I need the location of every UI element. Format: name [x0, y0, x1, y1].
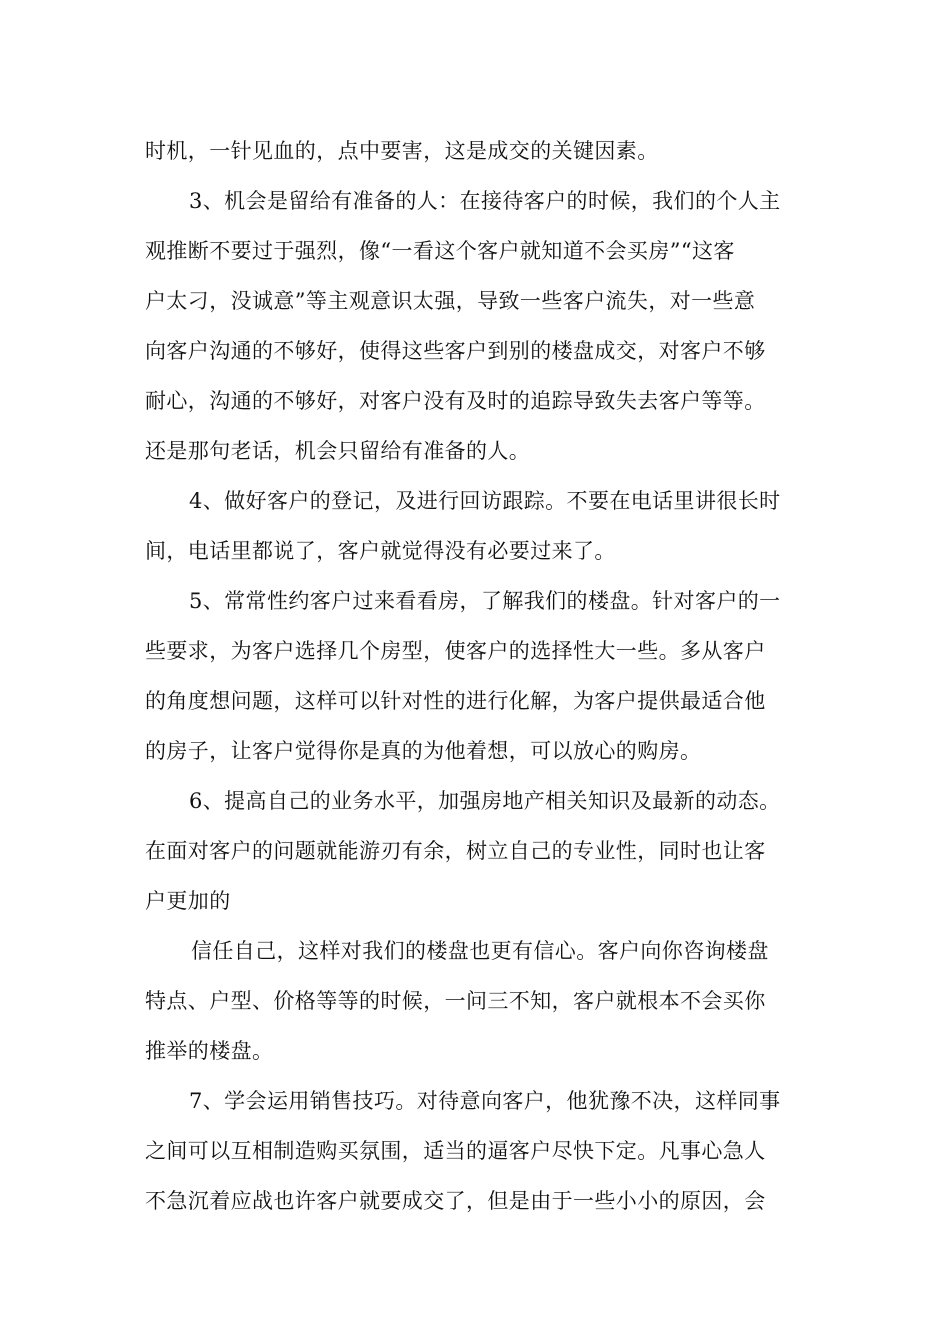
text-line: 户更加的 [145, 889, 231, 913]
text-line: 些要求，为客户选择几个房型，使客户的选择性大一些。多从客户 [145, 639, 766, 663]
text-line: 耐心，沟通的不够好，对客户没有及时的追踪导致失去客户等等。 [145, 389, 766, 413]
text-line: 5、常常性约客户过来看看房，了解我们的楼盘。针对客户的一 [189, 589, 781, 613]
text-line: 不急沉着应战也许客户就要成交了，但是由于一些小小的原因，会 [145, 1189, 766, 1213]
text-line: 信任自己，这样对我们的楼盘也更有信心。客户向你咨询楼盘 [191, 939, 769, 963]
text-line: 之间可以互相制造购买氛围，适当的逼客户尽快下定。凡事心急人 [145, 1139, 766, 1163]
text-line: 还是那句老话，机会只留给有准备的人。 [145, 439, 531, 463]
text-line: 向客户沟通的不够好，使得这些客户到别的楼盘成交，对客户不够 [145, 339, 766, 363]
text-line: 的房子，让客户觉得你是真的为他着想，可以放心的购房。 [145, 739, 702, 763]
text-line: 在面对客户的问题就能游刃有余，树立自己的专业性，同时也让客 [145, 839, 766, 863]
text-line: 7、学会运用销售技巧。对待意向客户，他犹豫不决，这样同事 [189, 1089, 781, 1113]
text-line: 户太刁，没诚意”等主观意识太强，导致一些客户流失，对一些意 [145, 289, 756, 313]
text-line: 6、提高自己的业务水平，加强房地产相关知识及最新的动态。 [189, 789, 781, 813]
text-line: 间，电话里都说了，客户就觉得没有必要过来了。 [145, 539, 616, 563]
text-line: 特点、户型、价格等等的时候，一问三不知，客户就根本不会买你 [145, 989, 766, 1013]
text-line: 时机，一针见血的，点中要害，这是成交的关键因素。 [145, 139, 659, 163]
text-line: 观推断不要过于强烈，像“一看这个客户就知道不会买房”“这客 [145, 239, 735, 263]
text-line: 4、做好客户的登记，及进行回访跟踪。不要在电话里讲很长时 [189, 489, 781, 513]
text-line: 的角度想问题，这样可以针对性的进行化解，为客户提供最适合他 [145, 689, 766, 713]
text-line: 3、机会是留给有准备的人：在接待客户的时候，我们的个人主 [189, 189, 781, 213]
text-line: 推举的楼盘。 [145, 1039, 274, 1063]
document-body [145, 126, 810, 1226]
